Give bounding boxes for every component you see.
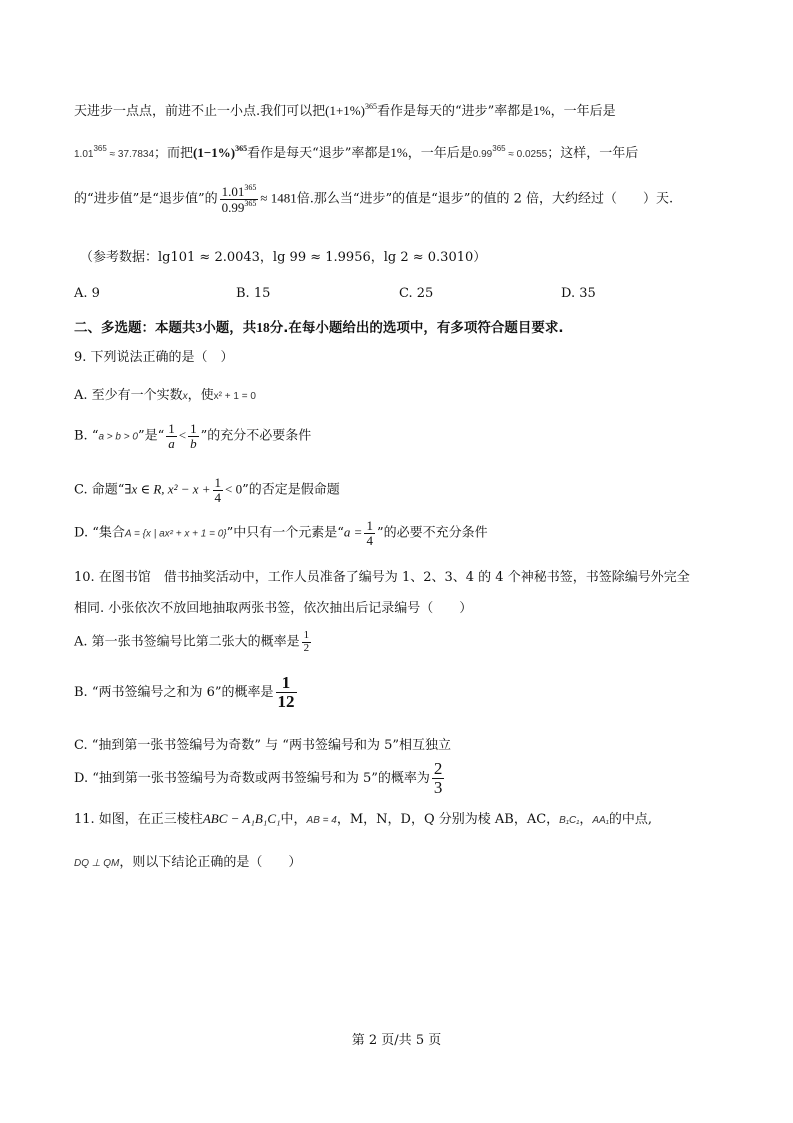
q8-line-2 [74,142,638,161]
math-expr: $0.99^{365} \approx 0.0255$ [472,144,548,160]
q11-stem-line-1: 11. 如图，在正三棱柱ABC − A₁B₁C₁中，AB = 4，M，N，D，Q 分别为棱 AB，AC，B₁C₁，AA₁的中点, [74,811,653,827]
q8-text: ；这样，一年后 [547,146,639,161]
q8-text: ；而把 [154,146,194,161]
q10-option-c: C. “抽到第一张书签编号为奇数” 与 “两书签编号和为 5”相互独立 [74,738,452,753]
q8-option-a: A. 9 [74,286,100,301]
q8-text: 天进步一点点，前进不止一小点.我们可以把 [74,104,326,119]
fraction: $\frac{1}{b}$ [190,421,197,451]
math-expr: $(1+1\%)^{365}$ [325,102,377,118]
math-expr: $(1-1\%)^{365}$ [193,144,248,160]
q8-text: 的“进步值”是“退步值”的 [74,191,218,207]
q8-line-1 [74,100,616,119]
q9-option-c: C. 命题“∃x ∈ R, x² − x + $\frac{1}{4}$ < 0”的否定是假命题 [74,475,340,505]
q8-text: ，一年后是 [407,146,473,161]
fraction: $\frac{1}{a}$ [168,421,175,451]
q8-option-c: C. 25 [399,286,434,301]
q8-text: 看作是每天的“进步”率都是 [376,104,534,119]
fraction: $\frac{2}{3}$ [433,759,443,797]
q10-stem-line-2: 相同. 小张依次不放回地抽取两张书签，依次抽出后记录编号（ ） [74,601,473,616]
fraction: $\frac{1}{4}$ [366,518,373,548]
q9-option-a: A. 至少有一个实数x，使x² + 1 = 0 [74,388,256,403]
fraction: $\frac{1.01^{365}}{0.99^{365}}$ [221,183,257,215]
math-expr: 1% [533,103,551,118]
q10-stem-line-1: 10. 在图书馆 借书抽奖活动中，工作人员准备了编号为 1、2、3、4 的 4 个神秘书签，书签除编号外完全 [74,570,690,585]
q9-option-b: B. “a > b > 0”是“ $\frac{1}{a}$ < $\frac{1}{b}$ ”的充分不必要条件 [74,421,312,451]
q10-option-d: D. “抽到第一张书签编号为奇数或两书签编号和为 5”的概率为 $\frac{2}{3}$ [74,759,443,797]
math-expr: $1.01^{365} \approx 37.7834$ [74,144,155,160]
q9-option-d: D. “集合A = {x | ax² + x + 1 = 0}”中只有一个元素是“a = $\frac{1}{4}$ ”的必要不充分条件 [74,518,488,548]
q8-line-3 [74,184,673,214]
fraction: $\frac{1}{12}$ [277,673,295,711]
fraction: $\frac{1}{2}$ [303,629,310,654]
q8-option-b: B. 15 [236,286,271,301]
q11-stem-line-2: DQ ⊥ QM，则以下结论正确的是（ ） [74,855,302,870]
fraction: $\frac{1}{4}$ [214,475,222,505]
section-heading: 二、多选题：本题共3小题，共18分.在每小题给出的选项中，有多项符合题目要求. [74,320,564,336]
q8-option-d: D. 35 [561,286,596,301]
q8-text: 倍.那么当“进步”的值是“退步”的值的 2 倍，大约经过（ ）天. [296,191,674,207]
q9-stem: 9. 下列说法正确的是（ ） [74,350,234,365]
q8-reference-data: （参考数据：lg101 ≈ 2.0043，lg 99 ≈ 1.9956，lg 2 ≈ 0.3010） [80,250,487,265]
q8-text: ，一年后是 [550,104,616,119]
math-expr: ≈ 1481 [260,190,297,206]
q8-text: 看作是每天“退步”率都是 [247,146,391,161]
q10-option-b: B. “两书签编号之和为 6”的概率是 $\frac{1}{12}$ [74,673,295,711]
math-expr: 1% [390,145,408,160]
q10-option-a: A. 第一张书签编号比第二张大的概率是 $\frac{1}{2}$ [74,629,310,654]
page-footer: 第 2 页/共 5 页 [351,1033,442,1048]
